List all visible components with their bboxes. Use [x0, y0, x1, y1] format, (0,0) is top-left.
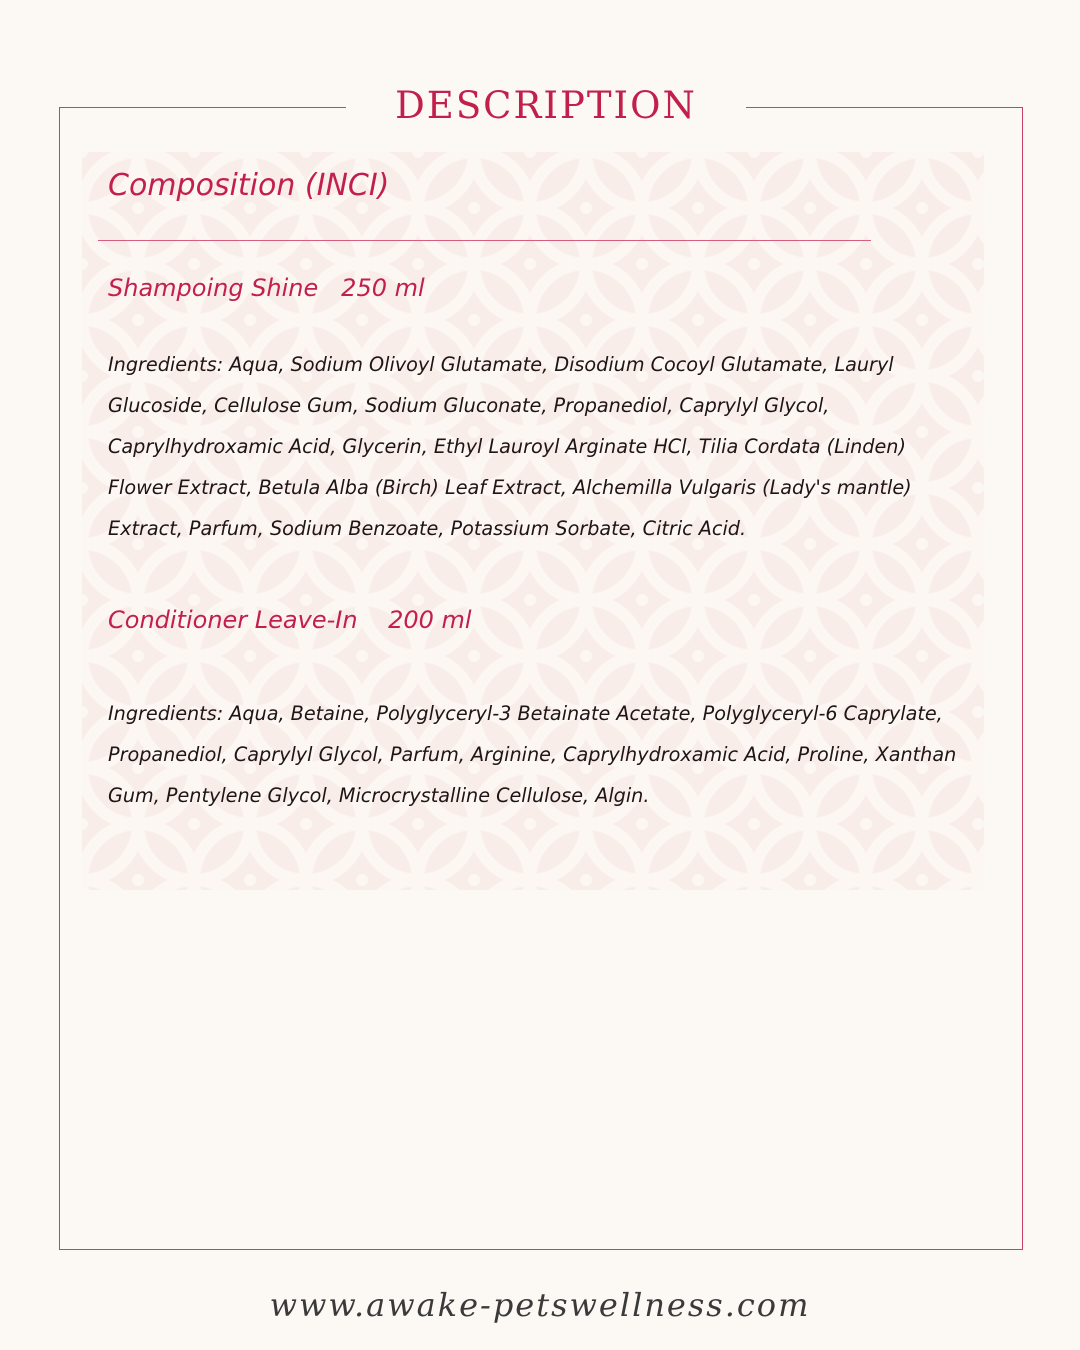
section-heading: Composition (INCI)	[108, 168, 390, 203]
website-url: www.awake-petswellness.com	[269, 1286, 811, 1324]
product-title-shampoo: Shampoing Shine 250 ml	[108, 274, 425, 302]
page-title: DESCRIPTION	[395, 84, 697, 127]
ingredients-conditioner: Ingredients: Aqua, Betaine, Polyglyceryl-3 Betainate Acetate, Polyglyceryl-6 Caprylate, Propanediol, Caprylyl Glycol, Parfum, Arginine, Caprylhydroxamic Acid, Proline, Xanthan Gum, Pentylene Glycol, Microcrystalline Cellulose, Algin.	[108, 702, 957, 807]
section-divider	[98, 240, 871, 241]
ingredients-shampoo: Ingredients: Aqua, Sodium Olivoyl Glutamate, Disodium Cocoyl Glutamate, Lauryl Glucoside, Cellulose Gum, Sodium Gluconate, Propanediol, Caprylyl Glycol, Caprylhydroxamic Acid, Glycerin, Ethyl Lauroyl Arginate HCl, Tilia Cordata (Linden) Flower Extract, Betula Alba (Birch) Leaf Extract, Alchemilla Vulgaris (Lady's mantle) Extract, Parfum, Sodium Benzoate, Potassium Sorbate, Citric Acid.	[108, 353, 912, 540]
product-title-conditioner: Conditioner Leave-In 200 ml	[108, 606, 472, 634]
